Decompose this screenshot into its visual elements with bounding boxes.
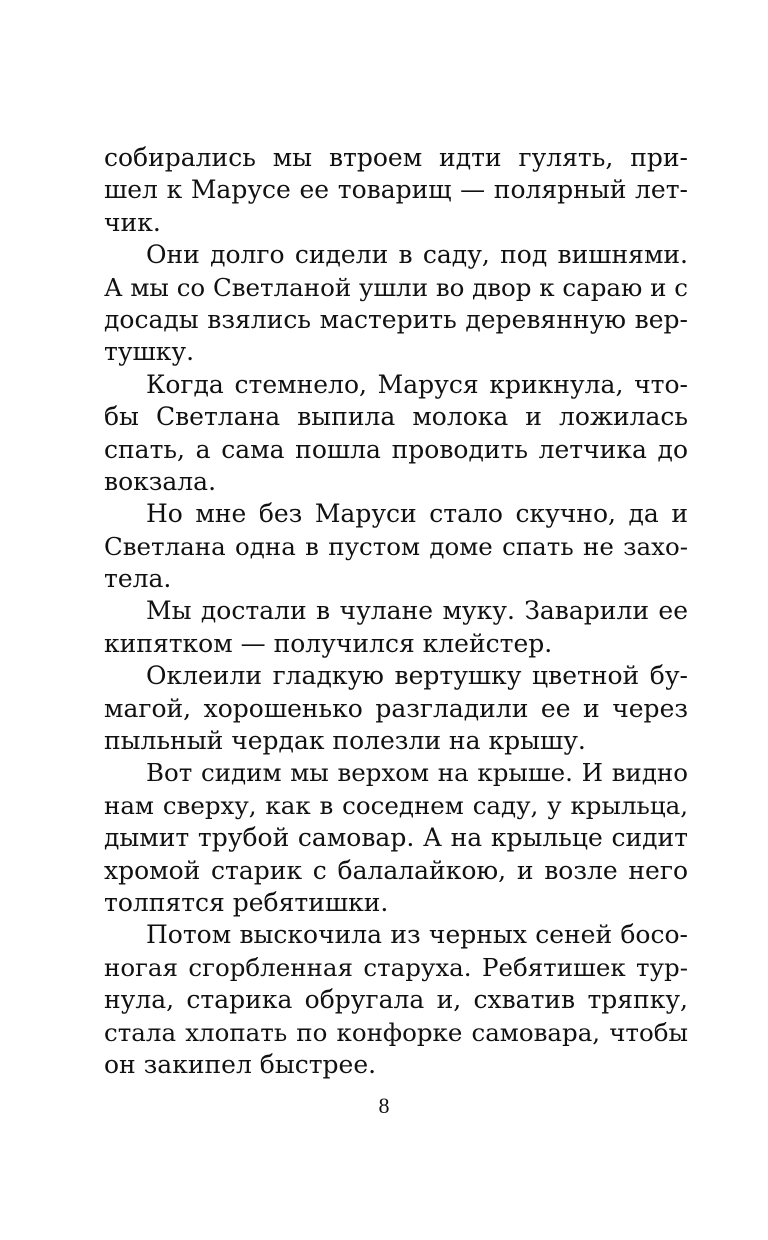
text-line: хромой старик с балалайкою, и возле него — [104, 855, 688, 885]
text-line: Когда стемнело, Маруся крикнула, что- — [146, 369, 688, 399]
text-line: Потом выскочила из черных сеней босо- — [146, 920, 688, 950]
text-line: тушку. — [104, 337, 195, 367]
page-number: 8 — [378, 1093, 390, 1118]
text-line: Светлана одна в пустом доме спать не захо- — [104, 531, 688, 561]
text-line: шел к Марусе ее товарищ — полярный лет- — [104, 175, 688, 205]
text-line: дымит трубой самовар. А на крыльце сидит — [104, 823, 688, 853]
text-line: толпятся ребятишки. — [104, 887, 389, 917]
text-line: собирались мы втроем идти гулять, при- — [104, 143, 688, 172]
text-line: бы Светлана выпила молока и ложилась — [104, 402, 688, 432]
text-line: Вот сидим мы верхом на крыше. И видно — [146, 758, 688, 788]
text-line: магой, хорошенько разгладили ее и через — [104, 693, 688, 723]
text-line: Они долго сидели в саду, под вишнями. — [146, 240, 688, 270]
text-line: нам сверху, как в соседнем саду, у крыльца, — [104, 790, 688, 820]
text-line: стала хлопать по конфорке самовара, чтобы — [104, 1017, 688, 1047]
text-line: нула, старика обругала и, схватив тряпку, — [104, 985, 688, 1015]
text-line: он закипел быстрее. — [104, 1049, 377, 1079]
text-line: вокзала. — [104, 466, 217, 496]
text-line: Оклеили гладкую вертушку цветной бу- — [146, 661, 688, 691]
text-line: ногая сгорбленная старуха. Ребятишек тур- — [104, 952, 688, 982]
text-line: досады взялись мастерить деревянную вер- — [104, 304, 688, 334]
text-line: Но мне без Маруси стало скучно, да и — [146, 499, 688, 529]
text-line: пыльный чердак полезли на крышу. — [104, 726, 586, 756]
text-line: кипятком — получился клейстер. — [104, 628, 553, 658]
text-line: спать, а сама пошла проводить летчика до — [104, 434, 688, 464]
text-line: Мы достали в чулане муку. Заварили ее — [146, 596, 688, 626]
text-line: чик. — [104, 207, 161, 237]
text-line: тела. — [104, 564, 172, 594]
book-page-text — [104, 142, 688, 1081]
text-line: А мы со Светланой ушли во двор к сараю и с — [104, 272, 688, 302]
